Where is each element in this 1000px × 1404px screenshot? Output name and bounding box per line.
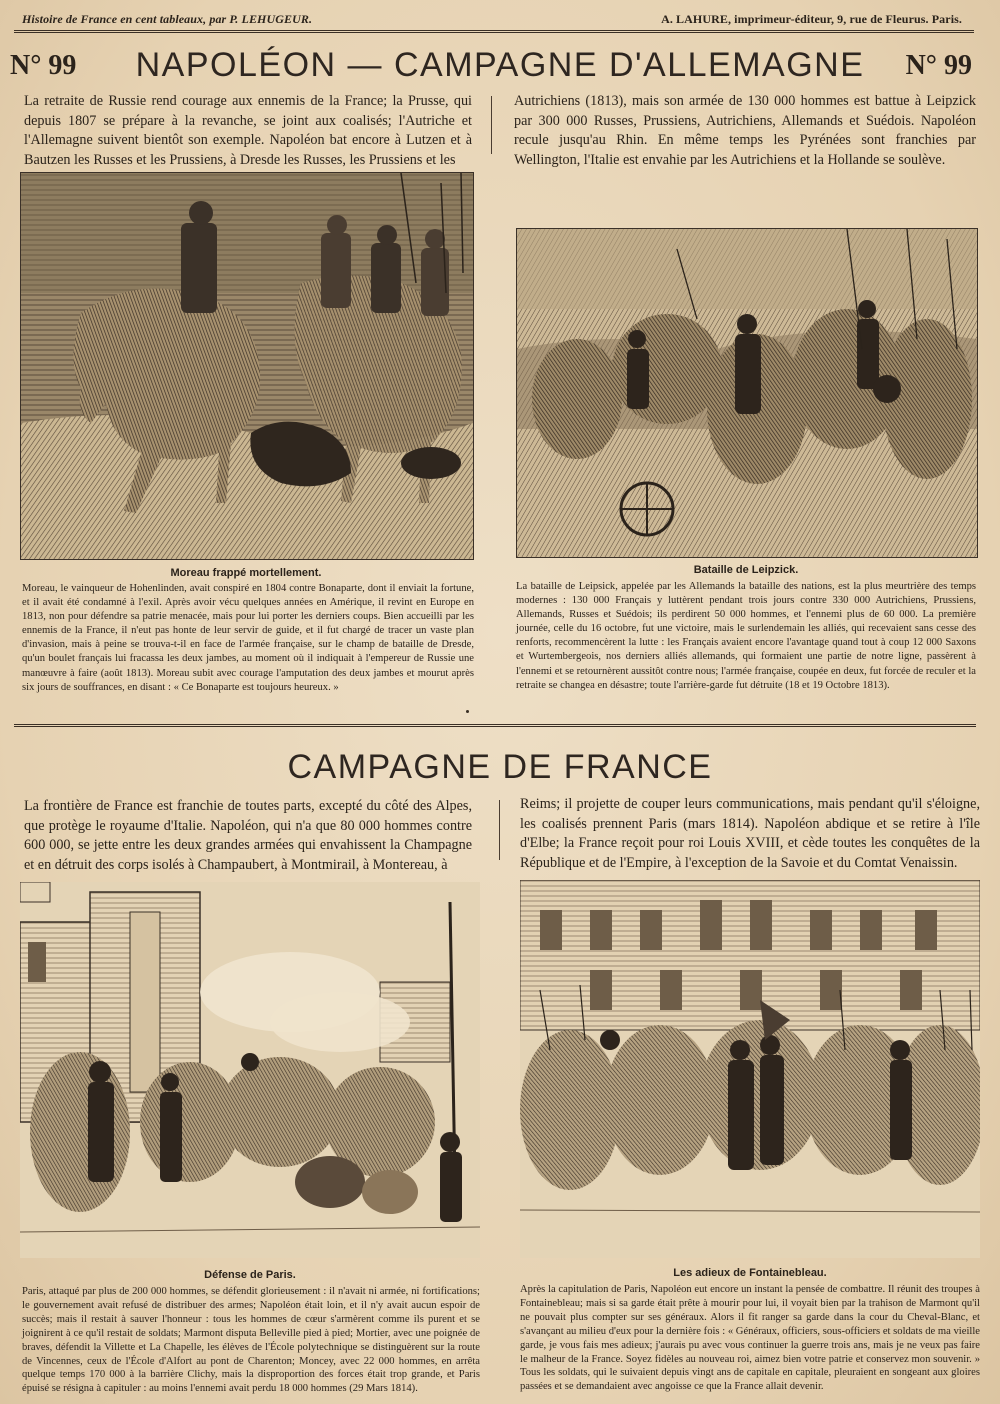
section1-intro-right: Autrichiens (1813), mais son armée de 130 000 hommes est battue à Leipzick par 300 000 Russes, Prussiens, Autrichiens, Allemands et Suédois. Napoléon recule jusqu'au Rhin. En même temps les Pyrénées sont franchies par Wellington, l'Italie est envahie par les Autrichiens et la Hollande se soulève. bbox=[514, 93, 976, 168]
engraving-leipzick-art bbox=[517, 229, 977, 557]
caption-leipzick: Bataille de Leipzick. bbox=[693, 564, 799, 576]
section2-intro-right: Reims; il projette de couper leurs communications, mais pendant qu'il s'éloigne, les coalisés prennent Paris (mars 1814). Napoléon abdique et se retire à l'île d'Elbe; la France reçoit pour roi Louis XVIII, et cède toutes les conquêtes de la République et de l'Empire, à l'exception de la Savoie et du Comtat Venaissin. bbox=[520, 796, 980, 871]
section1-title: NAPOLÉON — CAMPAGNE D'ALLEMAGNE bbox=[135, 46, 865, 84]
engraving-moreau-art bbox=[21, 173, 473, 559]
section2-title: CAMPAGNE DE FRANCE bbox=[287, 748, 713, 786]
section1-intro-left: La retraite de Russie rend courage aux ennemis de la France; la Prusse, qui depuis 1807 se prépare à la revanche, se joint aux coalisés; l'Autriche et l'Allemagne suivent bientôt son exemple. Napoléon bat encore à Lutzen et à Bautzen les Russes et les Prussiens, à Dresde les Russes, les Prussiens et les bbox=[24, 93, 472, 168]
engraving-defense-paris bbox=[20, 882, 480, 1258]
section2-intro-left: La frontière de France est franchie de toutes parts, excepté du côté des Alpes, que protège le royaume d'Italie. Napoléon, qui n'a que 80 000 hommes contre 600 000, se jette entre les deux grandes armées qui envahissent la Champagne et en détruit des corps isolés à Champaubert, à Montmirail, à Montereau, à bbox=[24, 798, 472, 873]
caption-fontainebleau: Les adieux de Fontainebleau. bbox=[673, 1267, 827, 1279]
plate-number-left: N° 99 bbox=[10, 50, 77, 81]
caption-defense-paris: Défense de Paris. bbox=[204, 1269, 296, 1281]
text-moreau: Moreau, le vainqueur de Hohenlinden, avait conspiré en 1804 contre Bonaparte, dont il enviait la fortune, et il avait été condamné à l'exil. Après avoir vécu quelques années en Amérique, il revint en Europe en 1813, non pour défendre sa patrie menacée, mais pour lui porter les derniers coups. Bien accueilli par les ennemis de la France, il n'eut pas honte de leur servir de guide, et il fut chargé de tracer un vaste plan d'invasion, mais à peine se trouva-t-il en face de l'armée française, sur le champ de bataille de Dresde, qu'un boulet français lui fracassa les deux jambes, au moment où il indiquait à l'empereur de Russie une manœuvre à faire (août 1813). Moreau subit avec courage l'amputation des deux jambes et mourut après six jours de souffrances, en disant : « Ce Bonaparte est toujours heureux. » bbox=[22, 583, 474, 693]
section1-intro-divider bbox=[491, 96, 492, 154]
header-rule bbox=[14, 30, 974, 33]
ornament-dot bbox=[466, 710, 469, 713]
engraving-fontainebleau bbox=[520, 880, 980, 1258]
caption-moreau: Moreau frappé mortellement. bbox=[170, 567, 322, 579]
engraving-defense-paris-art bbox=[20, 882, 480, 1258]
engraving-leipzick bbox=[516, 228, 978, 558]
text-defense-paris: Paris, attaqué par plus de 200 000 hommes, se défendit glorieusement : il n'avait ni armée, ni fortifications; le gouvernement avait refusé de distribuer des armes; Napoléon était loin, et il n'y avait aucun espoir de succès; mais il restait à sauver l'honneur : tous les hommes de cœur s'armèrent comme ils purent et se joignirent à ce qu'il restait de soldats; Marmont disputa Belleville pied à pied; Mortier, avec une poignée de braves, défendit la Villette et La Chapelle, les élèves de l'École polytechnique se distinguèrent sur la route de Vincennes, ceux de l'École d'Alfort au pont de Charenton; Moncey, avec 22 000 hommes, en arrêta quelque temps 170 000 à la barrière Clichy, mais la disproportion des forces était trop grande, et Paris épuisé se résigna à capituler : au moins l'ennemi avait perdu 18 000 hommes (29 Mars 1814). bbox=[22, 1286, 480, 1395]
section-divider bbox=[14, 724, 976, 727]
engraving-moreau bbox=[20, 172, 474, 560]
plate-number-right: N° 99 bbox=[905, 50, 972, 81]
text-leipzick: La bataille de Leipsick, appelée par les Allemands la bataille des nations, est la plus meurtrière des temps modernes : 130 000 Français y luttèrent pendant trois jours contre 330 000 Autrichiens, Prussiens, Allemands, Russes et Suédois; ils perdirent 50 000 hommes, et l'ennemi plus de 60 000. La première journée, celle du 16 octobre, fut une victoire, mais le surlendemain les alliés, qui recevaient sans cesse des renforts, recommencèrent la lutte : les Français avaient encore l'avantage quand tout à coup 12 000 Saxons et Wurtembergeois, nos derniers alliés allemands, qui formaient une partie de notre ligne, passèrent à l'ennemi et se retournèrent aussitôt contre nous; l'armée française, coupée en deux, fut forcée de reculer et la retraite se changea en désastre; toute l'arrière-garde fut détruite (18 et 19 Octobre 1813). bbox=[516, 581, 976, 691]
text-fontainebleau: Après la capitulation de Paris, Napoléon eut encore un instant la pensée de combattre. Il réunit des troupes à Fontainebleau; mais si sa garde était prête à mourir pour lui, il voyait bien par la trahison de Marmont qu'il ne pouvait plus compter sur ses généraux. Alors il fit ranger sa garde dans la cour du Cheval-Blanc, et s'avançant au milieu d'eux pour la dernière fois : « Généraux, officiers, sous-officiers et soldats de ma vieille garde, je vous fais mes adieux; j'aurais pu avec vous continuer la guerre trois ans, mais je ne veux pas faire le malheur de la France. Soyez fidèles au nouveau roi, aimez bien votre patrie et conservez mon souvenir. » Tous les soldats, qui le suivaient depuis vingt ans de capitale en capitale, pleuraient en songeant aux gloires passées et se demandaient avec angoisse ce que la France allait devenir. bbox=[520, 1284, 980, 1393]
header-printer: A. LAHURE, imprimeur-éditeur, 9, rue de Fleurus. Paris. bbox=[661, 12, 962, 26]
section2-intro-divider bbox=[499, 800, 500, 860]
engraving-fontainebleau-art bbox=[520, 880, 980, 1258]
header-series-title: Histoire de France en cent tableaux, par P. LEHUGEUR. bbox=[22, 12, 313, 26]
